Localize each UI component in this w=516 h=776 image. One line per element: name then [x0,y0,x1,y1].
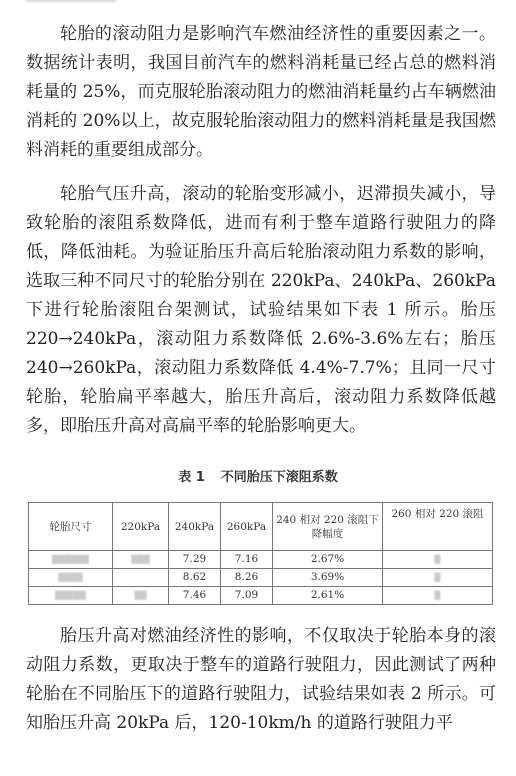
header-260kpa: 260kPa [221,503,273,551]
table-caption [0,466,516,485]
cell-260kpa: 7.16 [221,551,273,569]
cell-220kpa: ▒▒▒ [113,551,169,569]
table-row [29,569,493,587]
cell-260-vs-220: ▒ [383,587,493,605]
cell-tire-size: ▒▒▒▒ [29,569,113,587]
cell-260kpa: 8.26 [221,569,273,587]
header-240kpa: 240kPa [169,503,221,551]
cell-260-vs-220: ▒ [383,569,493,587]
cell-220kpa: ▒▒ [113,587,169,605]
header-220kpa: 220kPa [113,503,169,551]
cropped-text-fragment [26,0,116,2]
cell-260-vs-220: ▒ [383,551,493,569]
cell-240kpa: 7.46 [169,587,221,605]
header-240-vs-220: 240 相对 220 滚阻下降幅度 [273,503,383,551]
table-title: 不同胎压下滚阻系数 [220,470,338,485]
table-number: 表 1 [178,470,205,485]
header-260-vs-220: 260 相对 220 滚阻 [383,503,493,551]
cell-240-vs-220: 3.69% [273,569,383,587]
paragraph-1: 轮胎的滚动阻力是影响汽车燃油经济性的重要因素之一。数据统计表明，我国目前汽车的燃料消耗量已经占总的燃料消耗量的 25%，而克服轮胎滚动阻力的燃油消耗量约占车辆燃油消耗的 20%以上，故克服轮胎滚动阻力的燃料消耗量是我国燃料消耗的重要组成部分。 [26,24,496,160]
cell-240-vs-220: 2.61% [273,587,383,605]
paragraph-3: 胎压升高对燃油经济性的影响，不仅取决于轮胎本身的滚动阻力系数，更取决于整车的道路行驶阻力，因此测试了两种轮胎在不同胎压下的道路行驶阻力，试验结果如表 2 所示。可知胎压升高 20kPa 后，120-10km/h 的道路行驶阻力平 [26,626,496,733]
rolling-resistance-table [28,502,493,605]
cell-240kpa: 8.62 [169,569,221,587]
cell-260kpa: 7.09 [221,587,273,605]
paragraph-2: 轮胎气压升高，滚动的轮胎变形减小，迟滞损失减小，导致轮胎的滚阻系数降低，进而有利于整车道路行驶阻力的降低，降低油耗。为验证胎压升高后轮胎滚动阻力系数的影响，选取三种不同尺寸的轮胎分别在 220kPa、240kPa、260kPa 下进行轮胎滚阻台架测试，试验结果如下表 1 所示。胎压 220→240kPa，滚动阻力系数降低 2.6%-3.6%左右；胎压 240→260kPa，滚动阻力系数降低 4.4%-7.7%；且同一尺寸轮胎，轮胎扁平率越大，胎压升高后，滚动阻力系数降低越多，即胎压升高对高扁平率的轮胎影响更大。 [26,184,496,436]
table-header-row [29,503,493,551]
cell-tire-size: ▒▒▒▒▒ [29,587,113,605]
table-row [29,587,493,605]
cell-220kpa [113,569,169,587]
table-row [29,551,493,569]
header-tire-size: 轮胎尺寸 [29,503,113,551]
cell-240-vs-220: 2.67% [273,551,383,569]
cell-240kpa: 7.29 [169,551,221,569]
cell-tire-size: ▒▒▒▒▒▒ [29,551,113,569]
